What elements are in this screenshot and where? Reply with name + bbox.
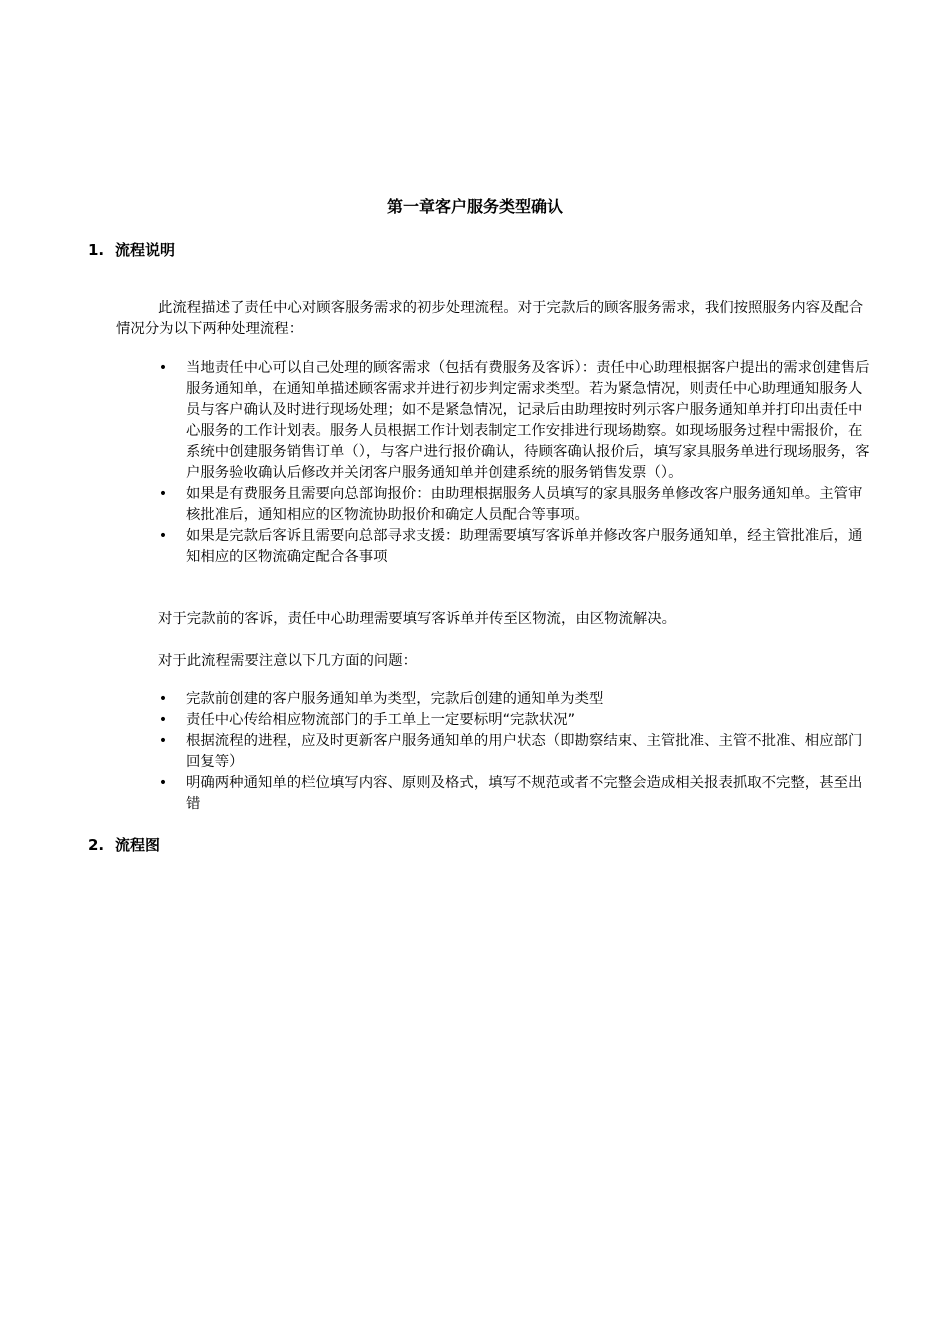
list-item [158,710,876,731]
bullet-icon: • [158,360,168,376]
chapter-title: 第一章客户服务类型确认 [386,197,563,216]
list-item-text: 明确两种通知单的栏位填写内容、原则及格式，填写不规范或者不完整会造成相关报表抓取不完整，甚至出错 [186,775,863,812]
list-item [158,484,876,526]
section-heading-process-description [88,240,175,260]
list-item [158,689,876,710]
attention-intro: 对于此流程需要注意以下几方面的问题： [158,653,418,669]
process-bullet-list [158,358,876,568]
bullet-icon: • [158,775,168,791]
section-title: 流程图 [115,836,161,854]
list-item-text: 当地责任中心可以自己处理的顾客需求（包括有费服务及客诉）：责任中心助理根据客户提出的需求创建售后服务通知单，在通知单描述顾客需求并进行初步判定需求类型。若为紧急情况，则责任中心助理通知服务人员与客户确认及时进行现场处理；如不是紧急情况，记录后由助理按时列示客户服务通知单并打印出责任中心服务的工作计划表。服务人员根据工作计划表制定工作安排进行现场勘察。如现场服务过程中需报价，在系统中创建服务销售订单（），与客户进行报价确认，待顾客确认报价后，填写家具服务单进行现场服务，客户服务验收确认后修改并关闭客户服务通知单并创建系统的服务销售发票（）。 [186,360,870,481]
list-item [158,358,876,484]
intro-paragraph: 此流程描述了责任中心对顾客服务需求的初步处理流程。对于完款后的顾客服务需求，我们按照服务内容及配合情况分为以下两种处理流程： [116,300,864,337]
section-heading-flowchart [88,835,160,855]
section-title: 流程说明 [115,241,176,259]
list-item [158,773,876,815]
pre-payment-note: 对于完款前的客诉，责任中心助理需要填写客诉单并传至区物流，由区物流解决。 [158,611,677,627]
bullet-icon: • [158,486,168,502]
section-number: 1. [88,241,105,259]
list-item-text: 责任中心传给相应物流部门的手工单上一定要标明“完款状况” [186,712,576,728]
list-item [158,731,876,773]
bullet-icon: • [158,733,168,749]
attention-bullet-list [158,689,876,815]
list-item-text: 完款前创建的客户服务通知单为类型，完款后创建的通知单为类型 [186,691,604,707]
bullet-icon: • [158,528,168,544]
list-item-text: 根据流程的进程，应及时更新客户服务通知单的用户状态（即勘察结束、主管批准、主管不批准、相应部门回复等） [186,733,863,770]
bullet-icon: • [158,712,168,728]
list-item [158,526,876,568]
list-item-text: 如果是完款后客诉且需要向总部寻求支援：助理需要填写客诉单并修改客户服务通知单，经主管批准后，通知相应的区物流确定配合各事项 [186,528,863,565]
section-number: 2. [88,836,105,854]
list-item-text: 如果是有费服务且需要向总部询报价：由助理根据服务人员填写的家具服务单修改客户服务通知单。主管审核批准后，通知相应的区物流协助报价和确定人员配合等事项。 [186,486,863,523]
bullet-icon: • [158,691,168,707]
